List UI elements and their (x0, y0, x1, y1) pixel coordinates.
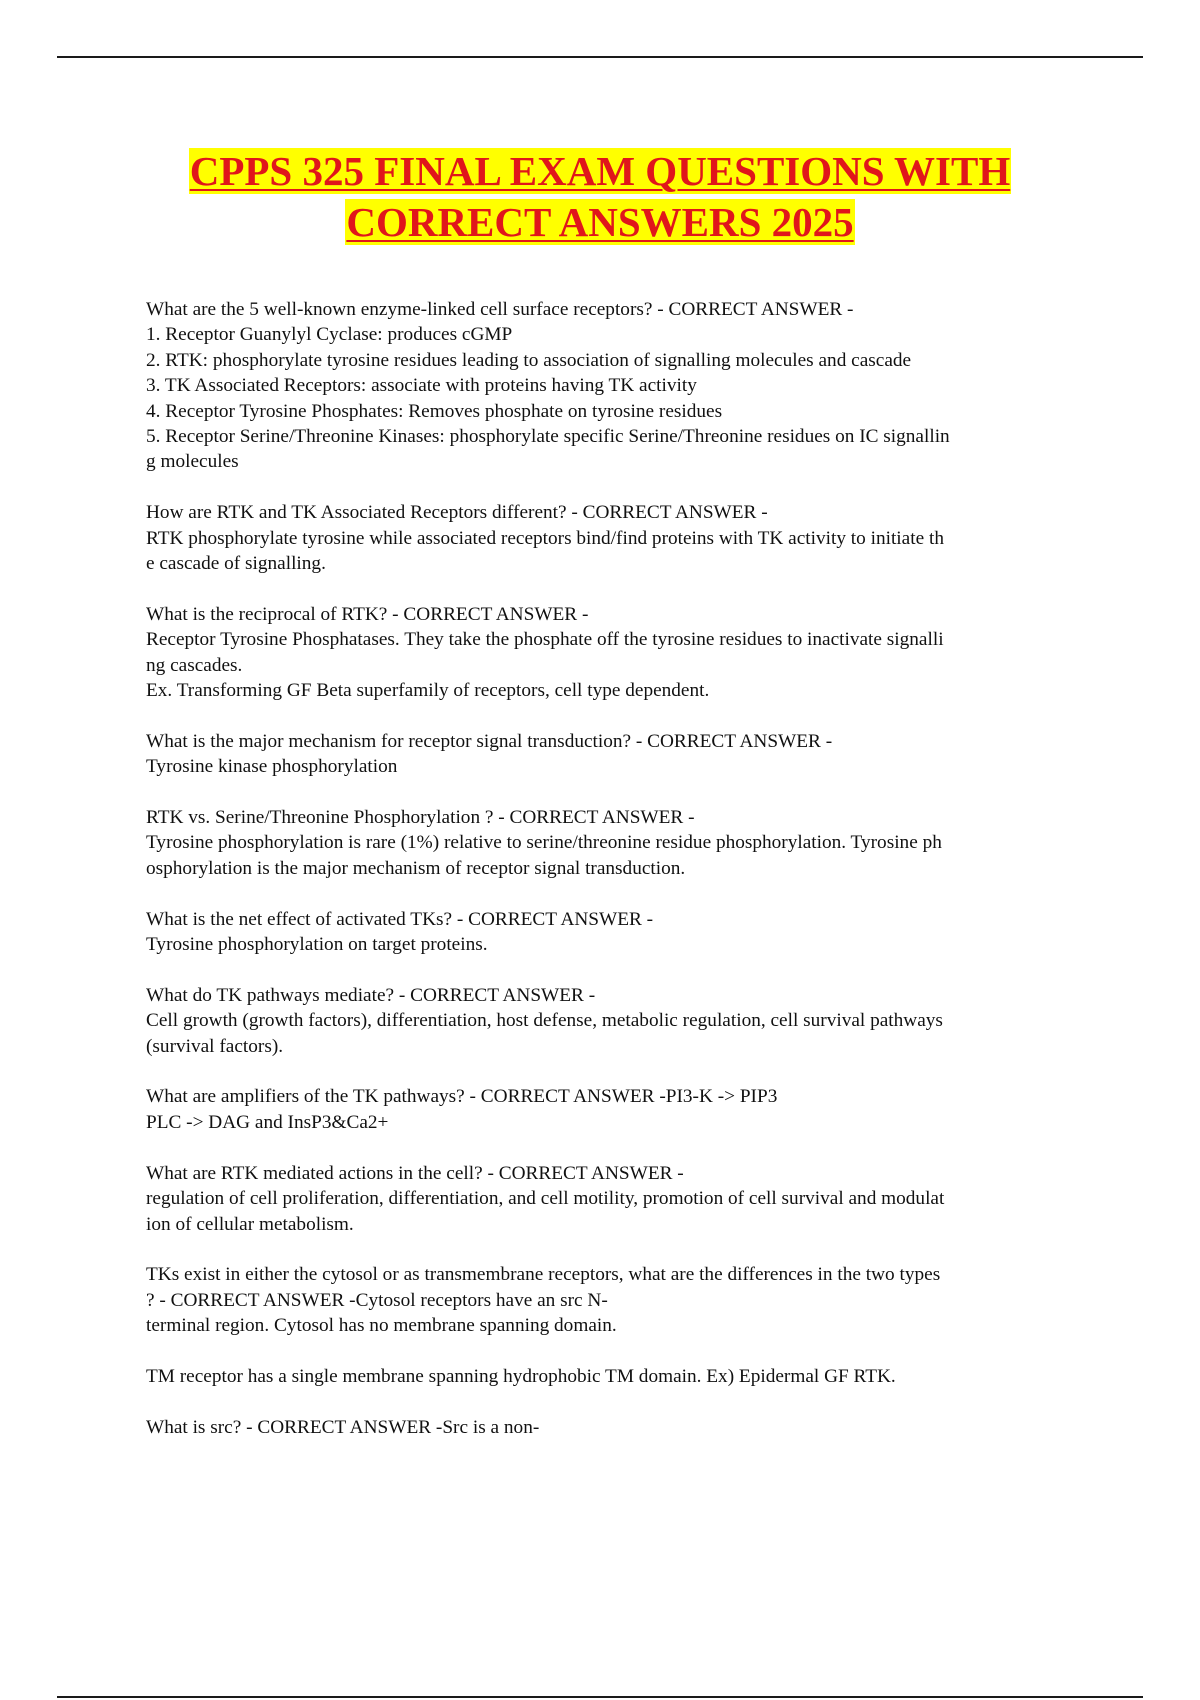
text-line: g molecules (146, 451, 239, 473)
text-line: What are the 5 well-known enzyme-linked cell surface receptors? - CORRECT ANSWER - (146, 299, 854, 320)
text-line: 4. Receptor Tyrosine Phosphates: Removes phosphate on tyrosine residues (146, 400, 723, 422)
text-line: What is the major mechanism for receptor signal transduction? - CORRECT ANSWER - (146, 730, 833, 752)
text-line: Cell growth (growth factors), differentiation, host defense, metabolic regulation, cell survival pathways (146, 1010, 943, 1032)
qa-block (146, 297, 1086, 475)
qa-block (146, 907, 1086, 958)
text-line: 1. Receptor Guanylyl Cyclase: produces cGMP (146, 324, 513, 346)
text-line: What are RTK mediated actions in the cell? - CORRECT ANSWER - (146, 1162, 684, 1184)
text-line: TM receptor has a single membrane spanning hydrophobic TM domain. Ex) Epidermal GF RTK. (146, 1365, 896, 1387)
text-line: RTK phosphorylate tyrosine while associated receptors bind/find proteins with TK activity to initiate th (146, 527, 944, 549)
text-line: What is the reciprocal of RTK? - CORRECT ANSWER - (146, 603, 589, 625)
text-line: What do TK pathways mediate? - CORRECT ANSWER - (146, 984, 596, 1006)
text-line: ? - CORRECT ANSWER -Cytosol receptors have an src N- (146, 1289, 608, 1311)
text-line: Ex. Transforming GF Beta superfamily of receptors, cell type dependent. (146, 680, 710, 702)
text-line: What is src? - CORRECT ANSWER -Src is a non- (146, 1416, 540, 1438)
header-rule (57, 56, 1143, 58)
qa-block (146, 1262, 1086, 1338)
qa-block (146, 983, 1086, 1059)
text-line: ion of cellular metabolism. (146, 1213, 354, 1235)
qa-block (146, 500, 1086, 576)
text-line: e cascade of signalling. (146, 553, 326, 575)
text-line: Receptor Tyrosine Phosphatases. They take the phosphate off the tyrosine residues to inactivate signalli (146, 629, 944, 651)
text-line: terminal region. Cytosol has no membrane spanning domain. (146, 1315, 617, 1337)
qa-block (146, 1084, 1086, 1135)
qa-block (146, 729, 1086, 780)
text-line: TKs exist in either the cytosol or as transmembrane receptors, what are the differences in the two types (146, 1264, 941, 1286)
text-line: What is the net effect of activated TKs? - CORRECT ANSWER - (146, 908, 654, 930)
text-line: RTK vs. Serine/Threonine Phosphorylation ? - CORRECT ANSWER - (146, 807, 695, 829)
text-line: Tyrosine phosphorylation on target proteins. (146, 934, 488, 956)
text-line: 3. TK Associated Receptors: associate with proteins having TK activity (146, 375, 697, 397)
qa-block (146, 1415, 1086, 1440)
footer-rule (57, 1696, 1143, 1698)
qa-block (146, 1161, 1086, 1237)
text-line: How are RTK and TK Associated Receptors different? - CORRECT ANSWER - (146, 502, 768, 524)
text-line: 2. RTK: phosphorylate tyrosine residues leading to association of signalling molecules and cascade (146, 349, 912, 371)
qa-block (146, 1364, 1086, 1389)
text-line: Tyrosine kinase phosphorylation (146, 756, 398, 778)
document-body (146, 297, 1086, 1466)
qa-block (146, 602, 1086, 704)
text-line: osphorylation is the major mechanism of receptor signal transduction. (146, 857, 686, 879)
title-line-1: CPPS 325 FINAL EXAM QUESTIONS WITH (189, 148, 1011, 194)
text-line: PLC -> DAG and InsP3&Ca2+ (146, 1111, 389, 1133)
text-line: Tyrosine phosphorylation is rare (1%) relative to serine/threonine residue phosphorylation. Tyrosine ph (146, 832, 942, 854)
text-line: 5. Receptor Serine/Threonine Kinases: phosphorylate specific Serine/Threonine residues on IC signallin (146, 426, 950, 448)
title-line-2: CORRECT ANSWERS 2025 (346, 199, 854, 245)
text-line: (survival factors). (146, 1035, 284, 1057)
document-title (0, 146, 1200, 248)
text-line: What are amplifiers of the TK pathways? - CORRECT ANSWER -PI3-K -> PIP3 (146, 1086, 778, 1108)
text-line: regulation of cell proliferation, differentiation, and cell motility, promotion of cell survival and modulat (146, 1188, 945, 1210)
text-line: ng cascades. (146, 654, 243, 676)
qa-block (146, 805, 1086, 881)
